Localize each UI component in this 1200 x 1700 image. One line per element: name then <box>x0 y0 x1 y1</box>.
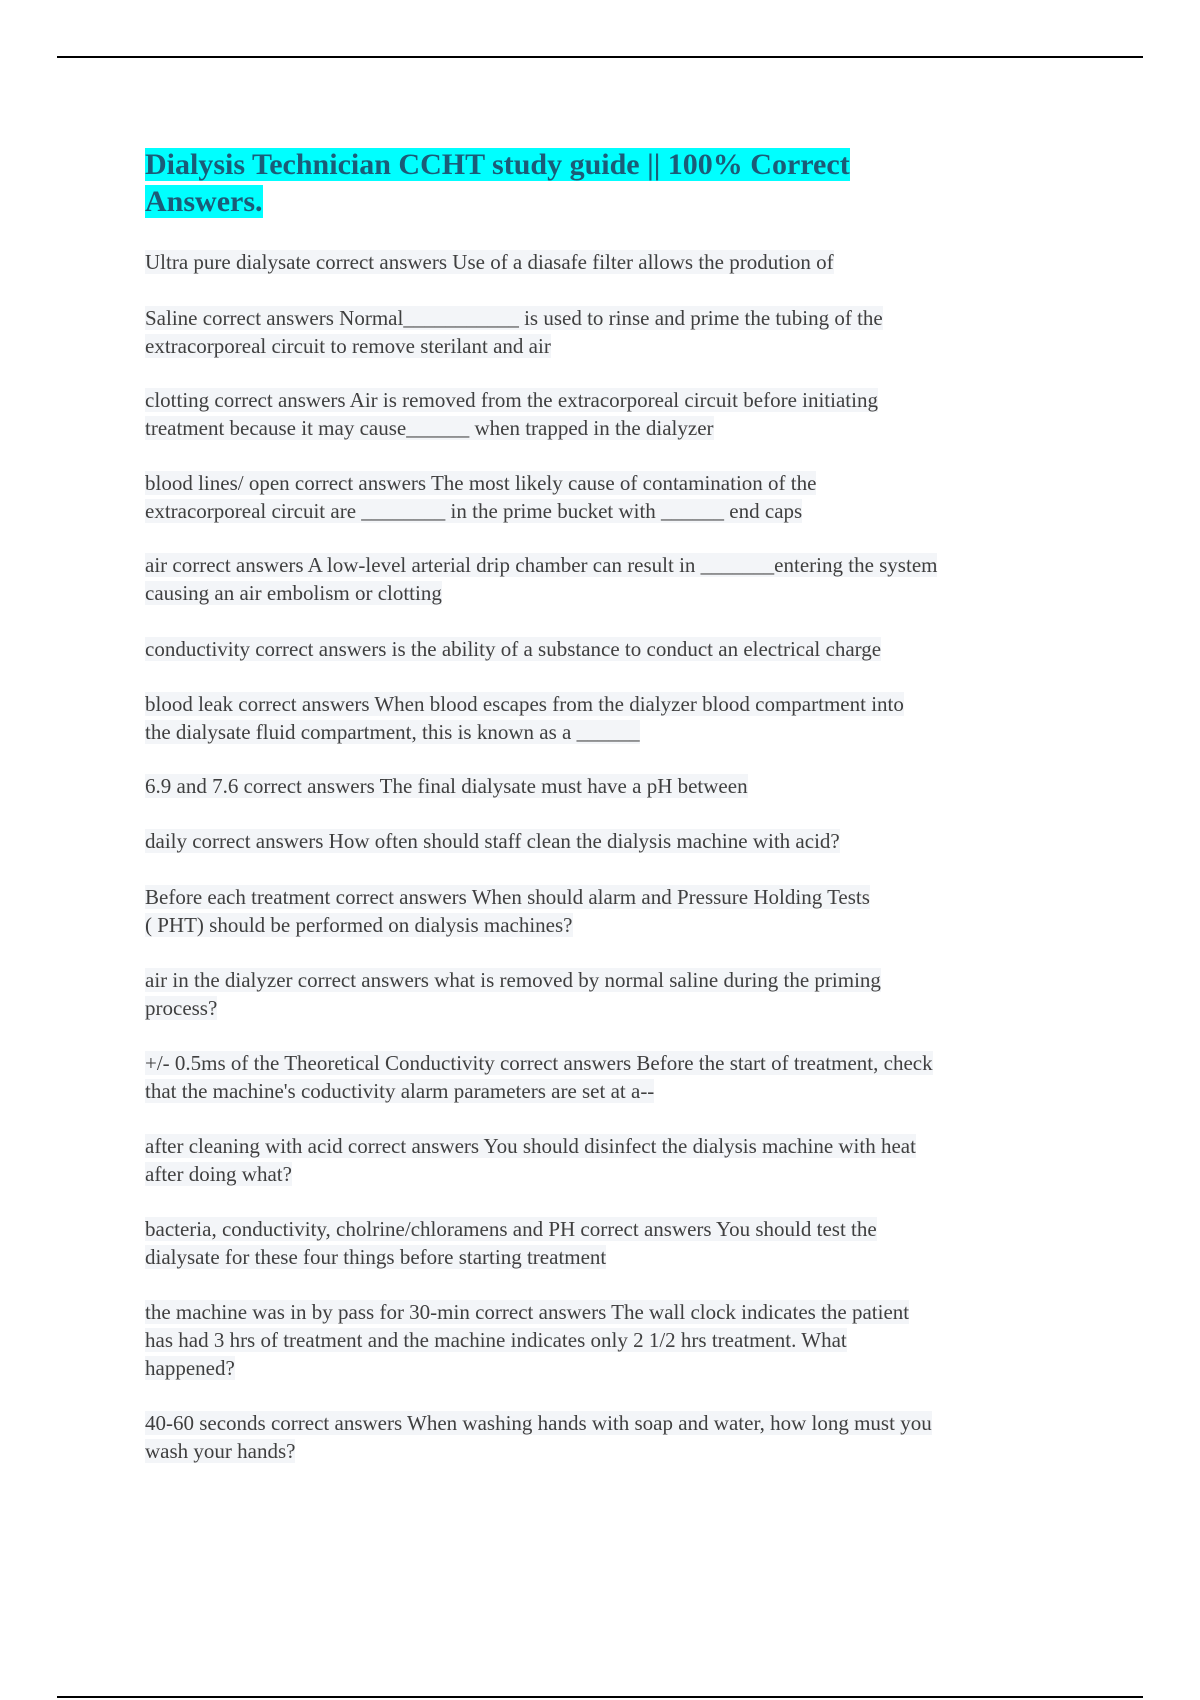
qa-line: dialysate for these four things before starting treatment <box>145 1245 607 1269</box>
qa-line: treatment because it may cause______ when trapped in the dialyzer <box>145 416 714 440</box>
qa-line: blood lines/ open correct answers The most likely cause of contamination of the <box>145 471 817 495</box>
qa-entry <box>145 772 1065 800</box>
qa-entry <box>145 304 1065 360</box>
qa-line: blood leak correct answers When blood escapes from the dialyzer blood compartment into <box>145 692 904 716</box>
qa-line: clotting correct answers Air is removed from the extracorporeal circuit before initiating <box>145 388 878 412</box>
qa-line: Ultra pure dialysate correct answers Use of a diasafe filter allows the prodution of <box>145 250 834 274</box>
qa-line: after doing what? <box>145 1162 292 1186</box>
qa-line: Before each treatment correct answers When should alarm and Pressure Holding Tests <box>145 885 870 909</box>
qa-entry <box>145 386 1065 442</box>
qa-entry <box>145 1298 1065 1382</box>
qa-entry <box>145 248 1065 276</box>
qa-line: after cleaning with acid correct answers You should disinfect the dialysis machine with heat <box>145 1134 916 1158</box>
qa-line: ( PHT) should be performed on dialysis machines? <box>145 913 573 937</box>
qa-line: daily correct answers How often should staff clean the dialysis machine with acid? <box>145 829 840 853</box>
qa-entry <box>145 469 1065 525</box>
title-line-1: Dialysis Technician CCHT study guide || 100% Correct <box>145 148 850 181</box>
qa-line: Saline correct answers Normal___________ is used to rinse and prime the tubing of the <box>145 306 883 330</box>
qa-line: process? <box>145 996 218 1020</box>
qa-line: the dialysate fluid compartment, this is known as a ______ <box>145 720 640 744</box>
qa-entry <box>145 690 1065 746</box>
document-body <box>145 146 1065 1465</box>
qa-line: that the machine's coductivity alarm parameters are set at a-- <box>145 1079 655 1103</box>
qa-line: 40-60 seconds correct answers When washing hands with soap and water, how long must you <box>145 1411 932 1435</box>
title-line-2: Answers. <box>145 185 263 218</box>
qa-line: wash your hands? <box>145 1439 296 1463</box>
qa-line: happened? <box>145 1356 235 1380</box>
qa-entry <box>145 1132 1065 1188</box>
qa-entry <box>145 551 1065 607</box>
qa-line: air in the dialyzer correct answers what is removed by normal saline during the priming <box>145 968 881 992</box>
qa-line: bacteria, conductivity, cholrine/chloramens and PH correct answers You should test the <box>145 1217 877 1241</box>
qa-entry <box>145 966 1065 1022</box>
top-rule <box>57 56 1143 58</box>
qa-entry <box>145 1409 1065 1465</box>
qa-entry <box>145 635 1065 663</box>
qa-entry <box>145 1215 1065 1271</box>
document-title <box>145 146 1065 220</box>
qa-line: extracorporeal circuit are ________ in the prime bucket with ______ end caps <box>145 499 803 523</box>
qa-line: 6.9 and 7.6 correct answers The final dialysate must have a pH between <box>145 774 748 798</box>
qa-entry <box>145 827 1065 855</box>
qa-entry <box>145 883 1065 939</box>
qa-entry <box>145 1049 1065 1105</box>
qa-line: extracorporeal circuit to remove sterilant and air <box>145 334 551 358</box>
bottom-rule <box>57 1696 1143 1698</box>
qa-line: +/- 0.5ms of the Theoretical Conductivity correct answers Before the start of treatment, check <box>145 1051 933 1075</box>
qa-line: has had 3 hrs of treatment and the machine indicates only 2 1/2 hrs treatment. What <box>145 1328 847 1352</box>
qa-line: air correct answers A low-level arterial drip chamber can result in _______entering the system <box>145 553 938 577</box>
qa-line: the machine was in by pass for 30-min correct answers The wall clock indicates the patient <box>145 1300 910 1324</box>
qa-line: causing an air embolism or clotting <box>145 581 442 605</box>
qa-line: conductivity correct answers is the ability of a substance to conduct an electrical charge <box>145 637 882 661</box>
